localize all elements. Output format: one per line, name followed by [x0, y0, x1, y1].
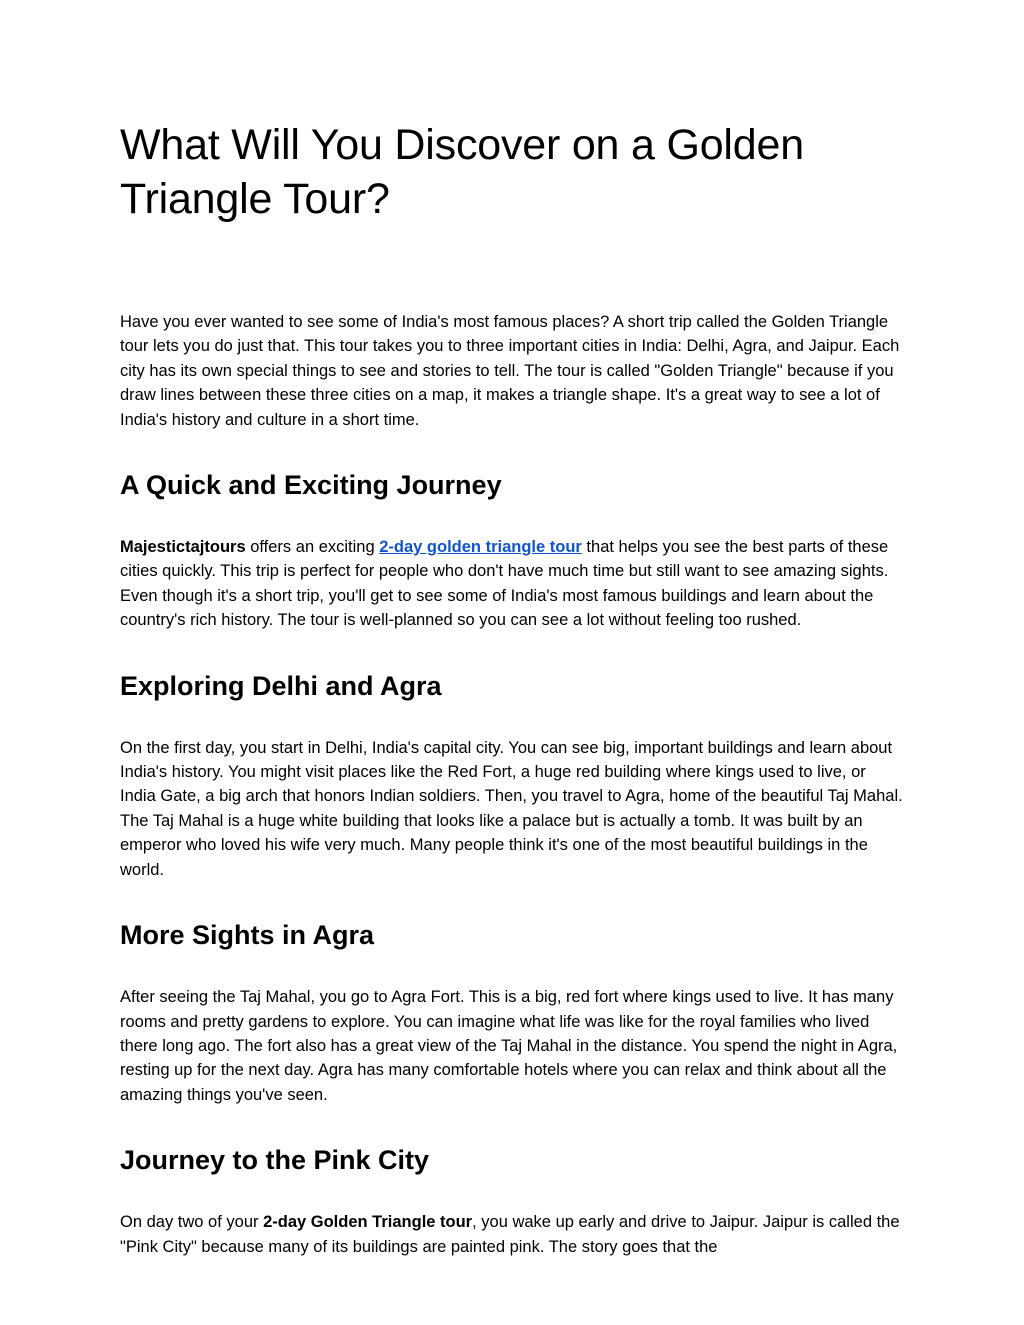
section-paragraph-delhi-agra: On the first day, you start in Delhi, India's capital city. You can see big, important buildings and learn about India's history. You might visit places like the Red Fort, a huge red building where kings used to live, or India Gate, a big arch that honors Indian soldiers. Then, you travel to Agra, home of the beautiful Taj Mahal. The Taj Mahal is a huge white building that looks like a palace but is actually a tomb. It was built by an emperor who loved his wife very much. Many people think it's one of the most beautiful buildings in the world. — [120, 738, 903, 879]
intro-paragraph: Have you ever wanted to see some of India's most famous places? A short trip called the Golden Triangle tour lets you do just that. This tour takes you to three important cities in India: Delhi, Agra, and Jaipur. Each city has its own special things to see and stories to tell. The tour is called "Golden Triangle" because if you draw lines between these three cities on a map, it makes a triangle shape. It's a great way to see a lot of India's history and culture in a short time. — [120, 313, 900, 429]
document-page — [120, 118, 906, 1295]
section-paragraph-agra-sights: After seeing the Taj Mahal, you go to Agra Fort. This is a big, red fort where kings used to live. It has many rooms and pretty gardens to explore. You can imagine what life was like for the royal families who lived there long ago. The fort also has a great view of the Taj Mahal in the distance. You spend the night in Agra, resting up for the next day. Agra has many comfortable hotels where you can relax and think about all the amazing things you've seen. — [120, 988, 898, 1104]
page-title: What Will You Discover on a Golden Triangle Tour? — [120, 121, 804, 223]
section-heading-quick-journey: A Quick and Exciting Journey — [120, 470, 502, 501]
section-paragraph-quick-journey — [120, 535, 906, 633]
section-paragraph-pink-city — [120, 1210, 906, 1259]
section-heading-pink-city: Journey to the Pink City — [120, 1145, 430, 1176]
brand-name: Majestictajtours — [120, 538, 246, 557]
text-segment: that helps you see the best parts of these cities quickly. This trip is perfect for people who don't have much time but still want to see amazing sights. Even though it's a short trip, you'll get to see some of India's most famous buildings and learn about the country's rich history. The tour is well-planned so you can see a lot without feeling too rushed. — [120, 538, 889, 630]
text-segment: , you wake up early and drive to Jaipur. Jaipur is called the "Pink City" because many of its buildings are painted pink. The story goes that the — [120, 1213, 900, 1256]
text-segment: On day two of your — [120, 1213, 264, 1232]
bold-tour-name: 2-day Golden Triangle tour — [263, 1213, 473, 1232]
section-heading-agra-sights: More Sights in Agra — [120, 920, 375, 951]
tour-link[interactable]: 2-day golden triangle tour — [379, 538, 582, 557]
section-heading-delhi-agra: Exploring Delhi and Agra — [120, 670, 442, 701]
text-segment: offers an exciting — [245, 538, 380, 557]
